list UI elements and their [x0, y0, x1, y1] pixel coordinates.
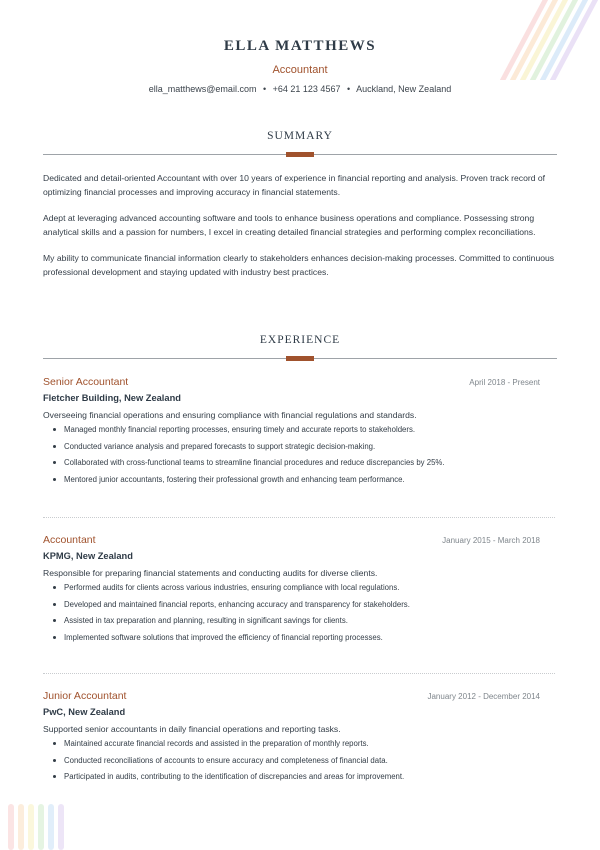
bullet-dot-icon [53, 742, 56, 745]
bullet-dot-icon [53, 775, 56, 778]
job-bullet [43, 613, 540, 630]
section-rule [43, 358, 557, 359]
job-bullet [43, 597, 540, 614]
job-bullets [43, 580, 540, 646]
bullet-dot-icon [53, 603, 56, 606]
section-rule [43, 154, 557, 155]
bullet-text: Participated in audits, contributing to the identification of discrepancies and areas for improvement. [64, 772, 405, 781]
bullet-text: Maintained accurate financial records and assisted in the preparation of monthly reports. [64, 739, 369, 748]
job-entry [43, 534, 540, 646]
job-company: Fletcher Building, New Zealand [43, 393, 181, 403]
job-entry [43, 690, 540, 786]
candidate-name: ELLA MATTHEWS [223, 38, 377, 54]
bullet-text: Performed audits for clients across various industries, ensuring compliance with local regulations. [64, 583, 400, 592]
job-company: KPMG, New Zealand [43, 551, 133, 561]
bullet-text: Developed and maintained financial reports, enhancing accuracy and transparency for stakeholders. [64, 599, 410, 609]
job-divider [43, 673, 555, 674]
bullet-dot-icon [53, 478, 56, 481]
bullet-dot-icon [53, 461, 56, 464]
contact-location: Auckland, New Zealand [356, 84, 452, 94]
contact-email[interactable]: ella_matthews@email.com [148, 84, 257, 94]
summary-section-heading [43, 130, 557, 155]
contact-phone[interactable]: +64 21 123 4567 [272, 84, 341, 94]
job-bullet [43, 439, 540, 456]
bullet-dot-icon [53, 428, 56, 431]
candidate-title: Accountant [272, 64, 328, 76]
summary-paragraph: Adept at leveraging advanced accounting software and tools to enhance business operations and compliance. Possessing strong analytical skills and a passion for numbers, I excel in creating detailed financial strategies and performing complex reconciliations. [43, 213, 536, 237]
job-description: Supported senior accountants in daily financial operations and reporting tasks. [43, 724, 341, 734]
bullet-text: Assisted in tax preparation and planning, resulting in significant savings for clients. [64, 616, 348, 625]
job-role: Junior Accountant [43, 690, 127, 702]
job-bullet [43, 580, 540, 597]
bullet-dot-icon [53, 759, 56, 762]
job-bullets [43, 736, 540, 786]
summary-heading: SUMMARY [267, 130, 333, 142]
bullet-dot-icon [53, 586, 56, 589]
bullet-dot-icon [53, 636, 56, 639]
decorative-stripes-bottom [8, 802, 78, 850]
job-company: PwC, New Zealand [43, 707, 126, 717]
job-bullet [43, 455, 540, 472]
job-dates: April 2018 - Present [469, 378, 540, 387]
bullet-dot-icon [53, 619, 56, 622]
job-role: Senior Accountant [43, 376, 129, 388]
contact-line [0, 84, 600, 94]
contact-separator: • [346, 84, 351, 94]
experience-heading: EXPERIENCE [259, 334, 341, 346]
bullet-dot-icon [53, 445, 56, 448]
job-bullets [43, 422, 540, 488]
job-divider [43, 517, 555, 518]
bullet-text: Managed monthly financial reporting processes, ensuring timely and accurate reports to stakeholders. [64, 425, 416, 434]
contact-separator: • [262, 84, 267, 94]
job-role: Accountant [43, 534, 96, 546]
bullet-text: Mentored junior accountants, fostering their professional growth and enhancing team performance. [64, 474, 405, 484]
job-entry [43, 376, 540, 488]
bullet-text: Collaborated with cross-functional teams to streamline financial procedures and reduce discrepancies by 25%. [64, 458, 445, 467]
summary-paragraph: Dedicated and detail-oriented Accountant with over 10 years of experience in financial reporting and analysis. Proven track record of optimizing financial processes and improving accuracy in financial statements. [43, 173, 546, 197]
job-bullet [43, 753, 540, 770]
job-dates: January 2012 - December 2014 [427, 692, 540, 701]
bullet-text: Implemented software solutions that improved the efficiency of financial reporting processes. [64, 632, 383, 642]
experience-section-heading [43, 334, 557, 359]
job-description: Overseeing financial operations and ensuring compliance with financial regulations and standards. [43, 410, 417, 420]
job-bullet [43, 769, 540, 786]
job-bullet [43, 630, 540, 647]
bullet-text: Conducted reconciliations of accounts to ensure accuracy and completeness of financial data. [64, 755, 388, 765]
bullet-text: Conducted variance analysis and prepared forecasts to support strategic decision-making. [64, 441, 376, 451]
resume-header [0, 38, 600, 94]
job-description: Responsible for preparing financial statements and conducting audits for diverse clients. [43, 568, 378, 578]
job-bullet [43, 736, 540, 753]
job-dates: January 2015 - March 2018 [442, 536, 540, 545]
job-bullet [43, 472, 540, 489]
section-rule-accent [286, 356, 314, 361]
job-bullet [43, 422, 540, 439]
summary-body [43, 172, 558, 292]
section-rule-accent [286, 152, 314, 157]
summary-paragraph: My ability to communicate financial information clearly to stakeholders enhances decision-making processes. Committed to continuous professional development and staying updated with industry best practices. [43, 253, 555, 277]
